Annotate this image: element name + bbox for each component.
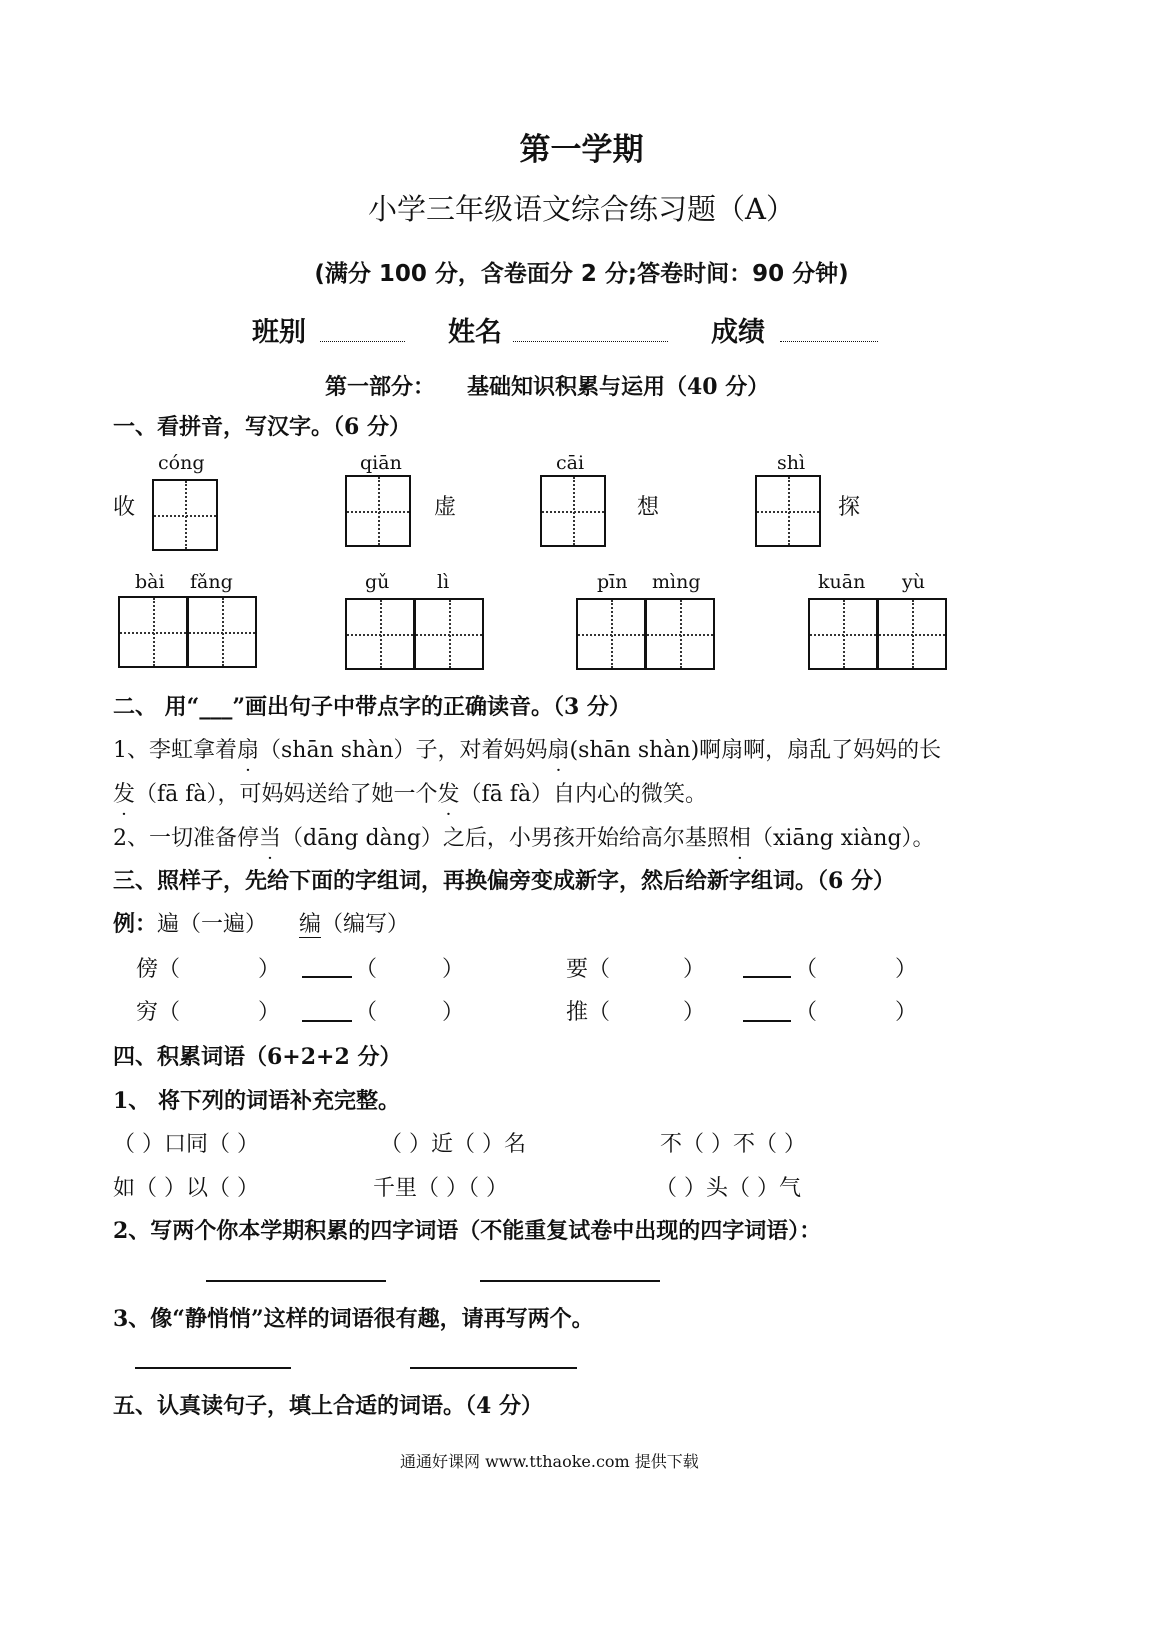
answer-line[interactable] [135, 1367, 291, 1369]
q5-heading: 五、认真读句子，填上合适的词语。（4 分） [113, 1393, 543, 1419]
q3-example: 例：遍（一遍） 编（编写） [113, 911, 410, 937]
score-note: (满分 100 分，含卷面分 2 分;答卷时间：90 分钟) [314, 261, 849, 287]
q3-heading: 三、照样子，先给下面的字组词，再换偏旁变成新字，然后给新字组词。（6 分） [113, 868, 895, 894]
answer-line[interactable] [410, 1367, 577, 1369]
idiom-blank: （ ）近（ ）名 [380, 1132, 526, 1157]
idiom-blank: （ ）头（ ）气 [655, 1176, 801, 1201]
class-field[interactable] [320, 341, 405, 342]
paren-close: ） [442, 957, 465, 982]
q3-item: 傍（ [136, 957, 181, 982]
score-label: 成绩 [711, 317, 765, 348]
q2-line2: 发（fā fà），可妈妈送给了她一个发（fā fà）自内心的微笑。 [113, 782, 708, 807]
page-title: 小学三年级语文综合练习题（A） [368, 192, 795, 226]
paren-close: ） [442, 1000, 465, 1025]
q3-item-close: ） [683, 1000, 706, 1025]
idiom-blank: 不（ ）不（ ） [660, 1132, 806, 1157]
idiom-blank: 千里（ ）（ ） [373, 1176, 508, 1201]
q3-item-close: ） [258, 1000, 281, 1025]
answer-blank[interactable] [743, 1020, 791, 1022]
q3-item-close: ） [258, 957, 281, 982]
pinyin-label: cāi [556, 452, 585, 474]
writing-grid[interactable] [187, 596, 257, 668]
pinyin-label: yù [902, 571, 925, 593]
answer-line[interactable] [206, 1280, 386, 1282]
page-term: 第一学期 [519, 132, 644, 168]
q4-heading: 四、积累词语（6+2+2 分） [113, 1044, 402, 1070]
char-label: 虚 [434, 495, 457, 520]
score-field[interactable] [780, 341, 878, 342]
paren-open: （ [355, 957, 378, 982]
char-label: 收 [113, 495, 136, 520]
writing-grid[interactable] [755, 475, 821, 547]
idiom-blank: （ ）口同（ ） [113, 1132, 259, 1157]
writing-grid[interactable] [345, 475, 411, 547]
part1-title: 基础知识积累与运用（40 分） [467, 374, 770, 400]
q2-line1: 1、李虹拿着扇（shān shàn）子，对着妈妈扇(shān shàn)啊扇啊，扇乱了妈妈的长 [113, 738, 942, 763]
q3-item: 要（ [566, 957, 611, 982]
paren-open: （ [355, 1000, 378, 1025]
writing-grid[interactable] [877, 598, 947, 670]
name-field[interactable] [513, 341, 668, 342]
footer-text: 通通好课网 www.tthaoke.com 提供下载 [400, 1452, 699, 1471]
writing-grid[interactable] [152, 479, 218, 551]
answer-blank[interactable] [302, 1020, 352, 1022]
paren-close: ） [895, 1000, 918, 1025]
writing-grid[interactable] [808, 598, 878, 670]
writing-grid[interactable] [645, 598, 715, 670]
class-label: 班别 [252, 317, 306, 348]
pinyin-label: lì [437, 571, 450, 593]
q4-sub2: 2、写两个你本学期积累的四字词语（不能重复试卷中出现的四字词语）： [113, 1218, 822, 1244]
pinyin-label: mìng [652, 571, 701, 593]
pinyin-label: kuān [818, 571, 866, 593]
writing-grid[interactable] [414, 598, 484, 670]
writing-grid[interactable] [345, 598, 415, 670]
part1-label: 第一部分： [325, 374, 436, 400]
paren-open: （ [795, 1000, 818, 1025]
char-label: 想 [637, 495, 660, 520]
answer-line[interactable] [480, 1280, 660, 1282]
pinyin-label: bài [135, 571, 165, 593]
pinyin-label: shì [777, 452, 806, 474]
char-label: 探 [838, 495, 861, 520]
paren-open: （ [795, 957, 818, 982]
q2-heading: 二、 用“___”画出句子中带点字的正确读音。（3 分） [113, 694, 631, 720]
q1-heading: 一、看拼音，写汉字。（6 分） [113, 414, 411, 440]
answer-blank[interactable] [743, 976, 791, 978]
pinyin-label: cóng [158, 452, 205, 474]
answer-blank[interactable] [302, 976, 352, 978]
writing-grid[interactable] [118, 596, 188, 668]
pinyin-label: qiān [360, 452, 402, 474]
q3-item: 推（ [566, 1000, 611, 1025]
q3-item: 穷（ [136, 1000, 181, 1025]
writing-grid[interactable] [576, 598, 646, 670]
q4-sub1: 1、 将下列的词语补充完整。 [113, 1088, 400, 1114]
idiom-blank: 如（ ）以（ ） [113, 1176, 259, 1201]
q2-line3: 2、一切准备停当（dāng dàng）之后，小男孩开始给高尔基照相（xiāng xiàng）。 [113, 826, 935, 851]
writing-grid[interactable] [540, 475, 606, 547]
q4-sub3: 3、像“静悄悄”这样的词语很有趣，请再写两个。 [113, 1306, 594, 1332]
q3-item-close: ） [683, 957, 706, 982]
pinyin-label: fǎng [190, 571, 233, 593]
paren-close: ） [895, 957, 918, 982]
pinyin-label: gǔ [365, 571, 390, 593]
name-label: 姓名 [448, 317, 502, 348]
pinyin-label: pīn [597, 571, 628, 593]
